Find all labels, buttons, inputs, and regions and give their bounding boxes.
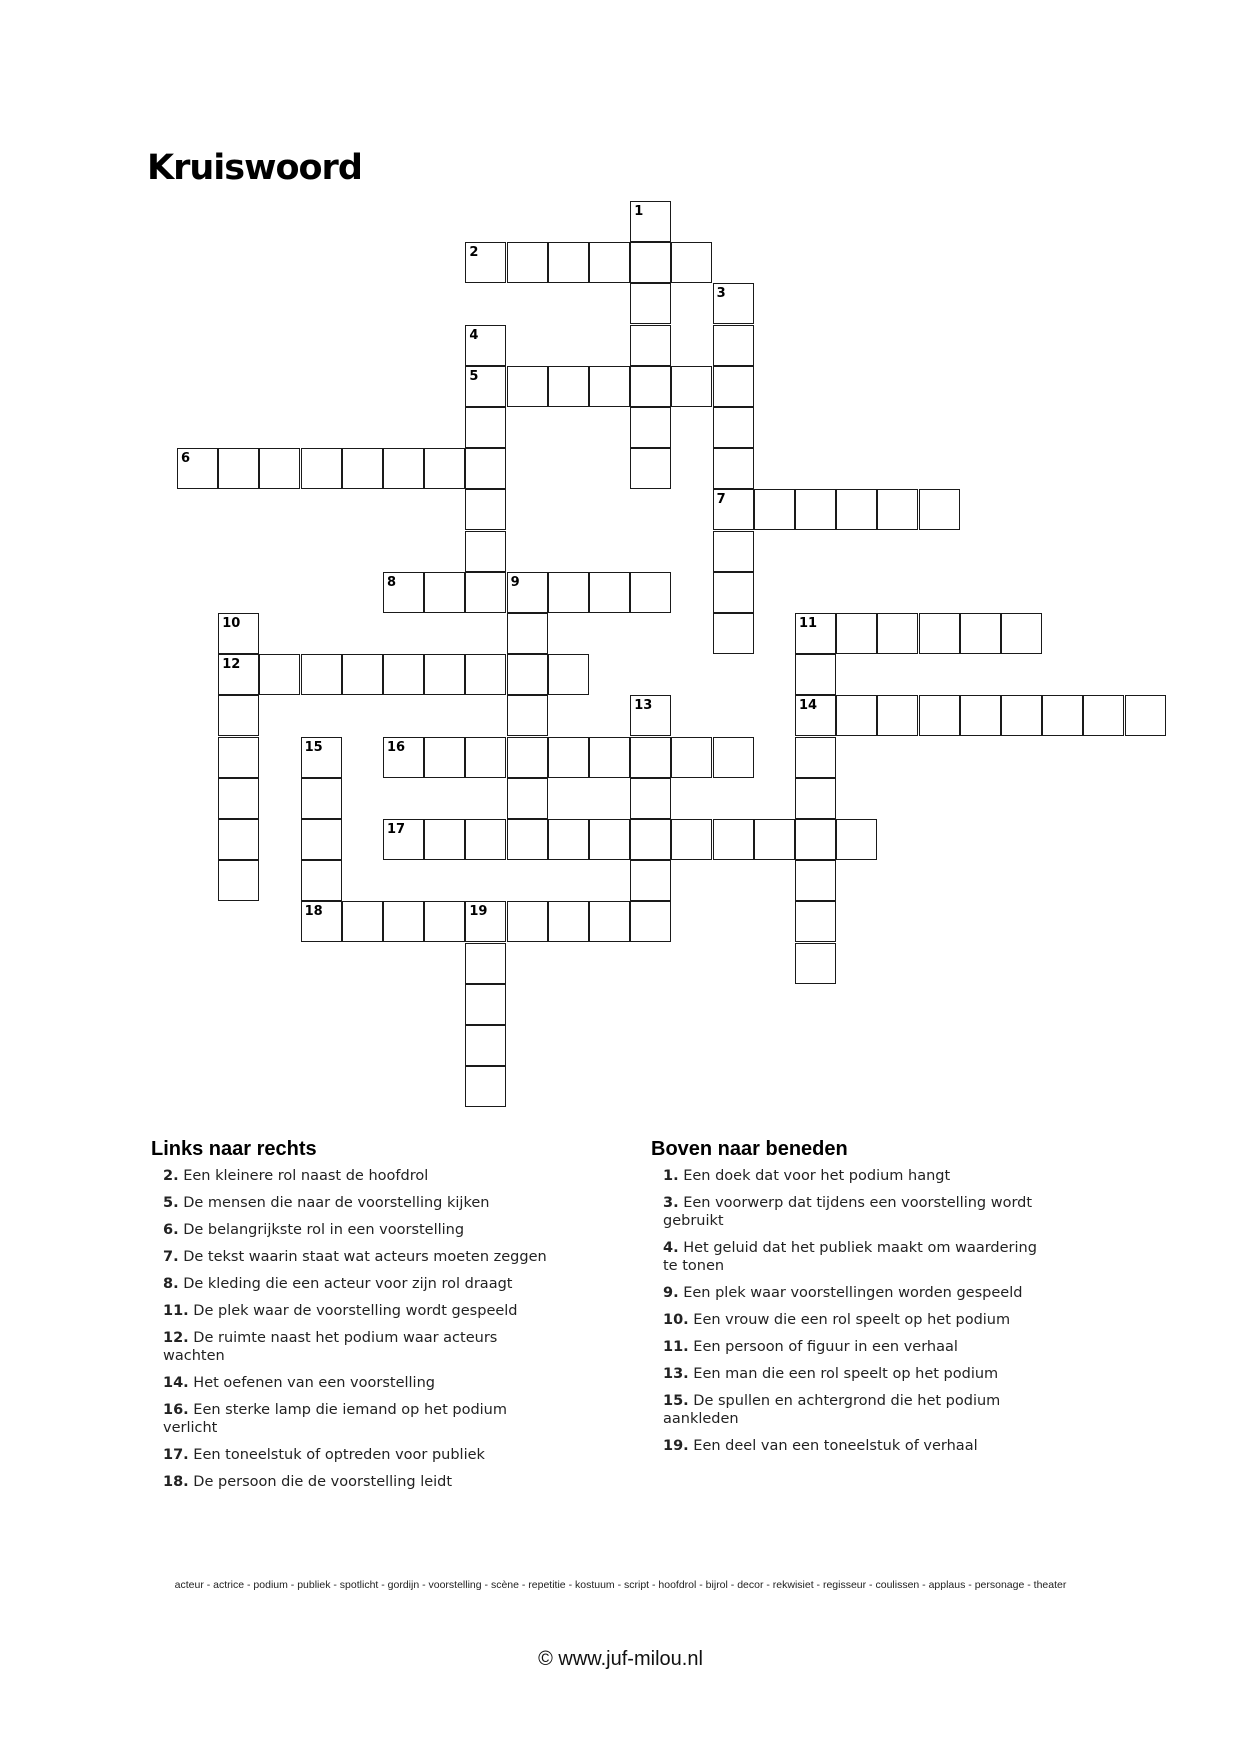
grid-cell[interactable] <box>465 819 506 860</box>
grid-cell[interactable] <box>383 448 424 489</box>
grid-cell[interactable] <box>589 737 630 778</box>
clue-number: 7 <box>716 492 726 508</box>
grid-cell[interactable] <box>301 860 342 901</box>
grid-cell[interactable] <box>465 489 506 530</box>
grid-cell[interactable] <box>671 242 712 283</box>
grid-cell[interactable] <box>548 901 589 942</box>
grid-cell[interactable] <box>1083 695 1124 736</box>
clue-item <box>163 1248 551 1266</box>
clue-item-text: Een doek dat voor het podium hangt <box>678 1168 951 1184</box>
grid-cell[interactable] <box>342 448 383 489</box>
clue-item-number: 14. <box>163 1375 189 1391</box>
clue-item-number: 18. <box>163 1474 189 1490</box>
grid-cell[interactable] <box>177 448 218 489</box>
clue-item <box>663 1311 1051 1329</box>
clue-item-text: De tekst waarin staat wat acteurs moeten zeggen <box>178 1249 547 1265</box>
grid-cell[interactable] <box>383 654 424 695</box>
grid-cell[interactable] <box>960 613 1001 654</box>
grid-cell[interactable] <box>218 695 259 736</box>
grid-cell[interactable] <box>465 366 506 407</box>
grid-cell[interactable] <box>507 819 548 860</box>
grid-cell[interactable] <box>507 572 548 613</box>
grid-cell[interactable] <box>589 572 630 613</box>
grid-cell[interactable] <box>383 819 424 860</box>
grid-cell[interactable] <box>507 695 548 736</box>
grid-cell[interactable] <box>1001 695 1042 736</box>
clue-number: 10 <box>222 616 241 631</box>
grid-cell[interactable] <box>259 448 300 489</box>
grid-cell[interactable] <box>548 654 589 695</box>
clue-item-text: De kleding die een acteur voor zijn rol draagt <box>178 1276 513 1292</box>
clue-item-text: Een vrouw die een rol speelt op het podium <box>688 1312 1011 1328</box>
grid-cell[interactable] <box>548 737 589 778</box>
clue-number: 15 <box>304 739 323 755</box>
clue-item-number: 9. <box>663 1285 679 1301</box>
clue-item-number: 1. <box>663 1168 679 1184</box>
clue-item <box>663 1365 1051 1383</box>
grid-cell[interactable] <box>548 572 589 613</box>
grid-cell[interactable] <box>465 407 506 448</box>
grid-cell[interactable] <box>424 654 465 695</box>
grid-cell[interactable] <box>589 242 630 283</box>
clue-item <box>163 1302 551 1320</box>
grid-cell[interactable] <box>713 448 754 489</box>
grid-cell[interactable] <box>836 489 877 530</box>
grid-cell[interactable] <box>548 819 589 860</box>
clue-number: 2 <box>469 245 479 261</box>
clue-item-text: Het geluid dat het publiek maakt om waardering te tonen <box>663 1240 1037 1274</box>
grid-cell[interactable] <box>713 366 754 407</box>
grid-cell[interactable] <box>465 901 506 942</box>
clue-number: 1 <box>634 204 644 219</box>
clue-number: 14 <box>799 698 818 714</box>
clue-item-text: Het oefenen van een voorstelling <box>188 1375 435 1391</box>
grid-cell[interactable] <box>877 489 918 530</box>
clue-item <box>163 1329 551 1365</box>
clue-item <box>663 1338 1051 1356</box>
clue-item-text: De ruimte naast het podium waar acteurs wachten <box>163 1330 498 1364</box>
clue-item-number: 11. <box>663 1339 689 1355</box>
across-clue-list <box>151 1167 551 1491</box>
grid-cell[interactable] <box>1001 613 1042 654</box>
grid-cell[interactable] <box>754 489 795 530</box>
clue-item <box>163 1221 551 1239</box>
grid-cell[interactable] <box>713 737 754 778</box>
clue-item-number: 19. <box>663 1438 689 1454</box>
clue-item-number: 6. <box>163 1222 179 1238</box>
clue-item-number: 4. <box>663 1240 679 1256</box>
grid-cell[interactable] <box>301 901 342 942</box>
clue-item-number: 3. <box>663 1195 679 1211</box>
grid-cell[interactable] <box>630 201 671 242</box>
clue-item-number: 8. <box>163 1276 179 1292</box>
grid-cell[interactable] <box>630 242 671 283</box>
clue-item-text: Een voorwerp dat tijdens een voorstelling wordt gebruikt <box>663 1195 1033 1229</box>
grid-cell[interactable] <box>630 901 671 942</box>
grid-cell[interactable] <box>630 695 671 736</box>
clue-item-number: 13. <box>663 1366 689 1382</box>
grid-cell[interactable] <box>507 366 548 407</box>
grid-cell[interactable] <box>424 819 465 860</box>
down-heading: Boven naar beneden <box>651 1138 848 1160</box>
grid-cell[interactable] <box>507 778 548 819</box>
grid-cell[interactable] <box>795 901 836 942</box>
grid-cell[interactable] <box>630 366 671 407</box>
clue-item-number: 12. <box>163 1330 189 1346</box>
grid-cell[interactable] <box>589 901 630 942</box>
grid-cell[interactable] <box>465 1066 506 1107</box>
grid-cell[interactable] <box>259 654 300 695</box>
clue-item <box>663 1194 1051 1230</box>
grid-cell[interactable] <box>507 901 548 942</box>
grid-cell[interactable] <box>424 901 465 942</box>
word-bank: acteur - actrice - podium - publiek - spotlicht - gordijn - voorstelling - scène - repetitie - kostuum - script - hoofdrol - bijrol - decor - rekwisiet - regisseur - coulissen - applaus - personage - theater <box>174 1579 1067 1591</box>
clue-item-text: De plek waar de voorstelling wordt gespeeld <box>188 1303 518 1319</box>
clue-item <box>663 1284 1051 1302</box>
clue-number: 3 <box>716 286 726 302</box>
grid-cell[interactable] <box>218 778 259 819</box>
clue-item <box>163 1167 551 1185</box>
clue-item-text: De persoon die de voorstelling leidt <box>188 1474 453 1490</box>
grid-cell[interactable] <box>465 448 506 489</box>
grid-cell[interactable] <box>301 448 342 489</box>
across-heading: Links naar rechts <box>151 1138 317 1160</box>
grid-cell[interactable] <box>877 613 918 654</box>
grid-cell[interactable] <box>589 819 630 860</box>
grid-cell[interactable] <box>919 613 960 654</box>
down-clue-list <box>651 1167 1051 1455</box>
grid-cell[interactable] <box>630 407 671 448</box>
clue-number: 16 <box>387 739 406 755</box>
clue-item-text: De mensen die naar de voorstelling kijken <box>178 1195 490 1211</box>
clue-number: 6 <box>181 451 191 467</box>
grid-cell[interactable] <box>465 984 506 1025</box>
clue-number: 19 <box>469 904 488 920</box>
clue-item-number: 15. <box>663 1393 689 1409</box>
grid-cell[interactable] <box>630 860 671 901</box>
clue-number: 12 <box>222 657 241 673</box>
grid-cell[interactable] <box>342 654 383 695</box>
clue-number: 8 <box>387 574 397 590</box>
grid-cell[interactable] <box>713 325 754 366</box>
clue-item-text: De belangrijkste rol in een voorstelling <box>178 1222 465 1238</box>
grid-cell[interactable] <box>795 860 836 901</box>
clue-item-text: Een persoon of figuur in een verhaal <box>688 1339 958 1355</box>
grid-cell[interactable] <box>960 695 1001 736</box>
clue-item <box>663 1167 1051 1185</box>
grid-cell[interactable] <box>795 613 836 654</box>
grid-cell[interactable] <box>383 901 424 942</box>
clue-item-number: 2. <box>163 1168 179 1184</box>
clue-item-text: Een plek waar voorstellingen worden gespeeld <box>678 1285 1023 1301</box>
grid-cell[interactable] <box>795 654 836 695</box>
clue-number: 5 <box>469 368 479 384</box>
clue-number: 9 <box>510 574 520 590</box>
grid-cell[interactable] <box>218 654 259 695</box>
grid-cell[interactable] <box>465 1025 506 1066</box>
grid-cell[interactable] <box>1125 695 1166 736</box>
grid-cell[interactable] <box>342 901 383 942</box>
clue-item <box>663 1437 1051 1455</box>
grid-cell[interactable] <box>465 242 506 283</box>
page-title: Kruiswoord <box>147 148 362 188</box>
grid-cell[interactable] <box>836 613 877 654</box>
grid-cell[interactable] <box>218 613 259 654</box>
grid-cell[interactable] <box>589 366 630 407</box>
clue-item-number: 10. <box>663 1312 689 1328</box>
grid-cell[interactable] <box>795 489 836 530</box>
clue-item-text: De spullen en achtergrond die het podium aankleden <box>663 1393 1001 1427</box>
grid-cell[interactable] <box>383 737 424 778</box>
grid-cell[interactable] <box>301 819 342 860</box>
grid-cell[interactable] <box>548 366 589 407</box>
clue-item-text: Een deel van een toneelstuk of verhaal <box>688 1438 978 1454</box>
clue-item-number: 7. <box>163 1249 179 1265</box>
grid-cell[interactable] <box>465 654 506 695</box>
clue-item-number: 17. <box>163 1447 189 1463</box>
grid-cell[interactable] <box>507 613 548 654</box>
clue-item-text: Een kleinere rol naast de hoofdrol <box>178 1168 429 1184</box>
clue-item <box>163 1473 551 1491</box>
grid-cell[interactable] <box>507 654 548 695</box>
grid-cell[interactable] <box>713 819 754 860</box>
grid-cell[interactable] <box>424 448 465 489</box>
grid-cell[interactable] <box>507 242 548 283</box>
grid-cell[interactable] <box>713 613 754 654</box>
grid-cell[interactable] <box>465 737 506 778</box>
grid-cell[interactable] <box>465 943 506 984</box>
grid-cell[interactable] <box>877 695 918 736</box>
grid-cell[interactable] <box>713 407 754 448</box>
grid-cell[interactable] <box>713 283 754 324</box>
clue-item <box>663 1392 1051 1428</box>
clue-item <box>163 1446 551 1464</box>
clue-number: 13 <box>634 698 653 714</box>
grid-cell[interactable] <box>548 242 589 283</box>
clue-item <box>163 1275 551 1293</box>
grid-cell[interactable] <box>630 448 671 489</box>
clue-item <box>163 1374 551 1392</box>
grid-cell[interactable] <box>383 572 424 613</box>
grid-cell[interactable] <box>465 531 506 572</box>
grid-cell[interactable] <box>630 572 671 613</box>
grid-cell[interactable] <box>630 325 671 366</box>
grid-cell[interactable] <box>795 737 836 778</box>
grid-cell[interactable] <box>465 325 506 366</box>
clue-number: 18 <box>304 904 323 920</box>
grid-cell[interactable] <box>713 489 754 530</box>
grid-cell[interactable] <box>671 737 712 778</box>
clue-item <box>663 1239 1051 1275</box>
across-clues <box>151 1138 551 1500</box>
grid-cell[interactable] <box>301 778 342 819</box>
down-clues <box>651 1138 1051 1464</box>
grid-cell[interactable] <box>218 819 259 860</box>
grid-cell[interactable] <box>301 737 342 778</box>
grid-cell[interactable] <box>465 572 506 613</box>
grid-cell[interactable] <box>424 572 465 613</box>
grid-cell[interactable] <box>630 778 671 819</box>
grid-cell[interactable] <box>919 489 960 530</box>
grid-cell[interactable] <box>671 366 712 407</box>
grid-cell[interactable] <box>836 819 877 860</box>
grid-cell[interactable] <box>795 819 836 860</box>
grid-cell[interactable] <box>671 819 712 860</box>
grid-cell[interactable] <box>630 819 671 860</box>
clue-item-number: 16. <box>163 1402 189 1418</box>
grid-cell[interactable] <box>218 448 259 489</box>
clue-item-number: 11. <box>163 1303 189 1319</box>
grid-cell[interactable] <box>507 737 548 778</box>
clue-item-text: Een toneelstuk of optreden voor publiek <box>188 1447 485 1463</box>
grid-cell[interactable] <box>836 695 877 736</box>
clue-item <box>163 1401 551 1437</box>
grid-cell[interactable] <box>301 654 342 695</box>
grid-cell[interactable] <box>795 695 836 736</box>
grid-cell[interactable] <box>713 531 754 572</box>
clue-item-number: 5. <box>163 1195 179 1211</box>
grid-cell[interactable] <box>630 737 671 778</box>
clue-number: 17 <box>387 822 406 837</box>
clue-number: 11 <box>799 616 818 631</box>
grid-cell[interactable] <box>713 572 754 613</box>
grid-cell[interactable] <box>919 695 960 736</box>
grid-cell[interactable] <box>795 778 836 819</box>
footer-copyright: © www.juf-milou.nl <box>538 1648 703 1670</box>
grid-cell[interactable] <box>630 283 671 324</box>
clue-item-text: Een sterke lamp die iemand op het podium verlicht <box>163 1402 508 1436</box>
grid-cell[interactable] <box>218 860 259 901</box>
clue-item <box>163 1194 551 1212</box>
grid-cell[interactable] <box>1042 695 1083 736</box>
clue-number: 4 <box>469 327 479 343</box>
grid-cell[interactable] <box>218 737 259 778</box>
grid-cell[interactable] <box>795 943 836 984</box>
clue-item-text: Een man die een rol speelt op het podium <box>688 1366 999 1382</box>
grid-cell[interactable] <box>424 737 465 778</box>
grid-cell[interactable] <box>754 819 795 860</box>
